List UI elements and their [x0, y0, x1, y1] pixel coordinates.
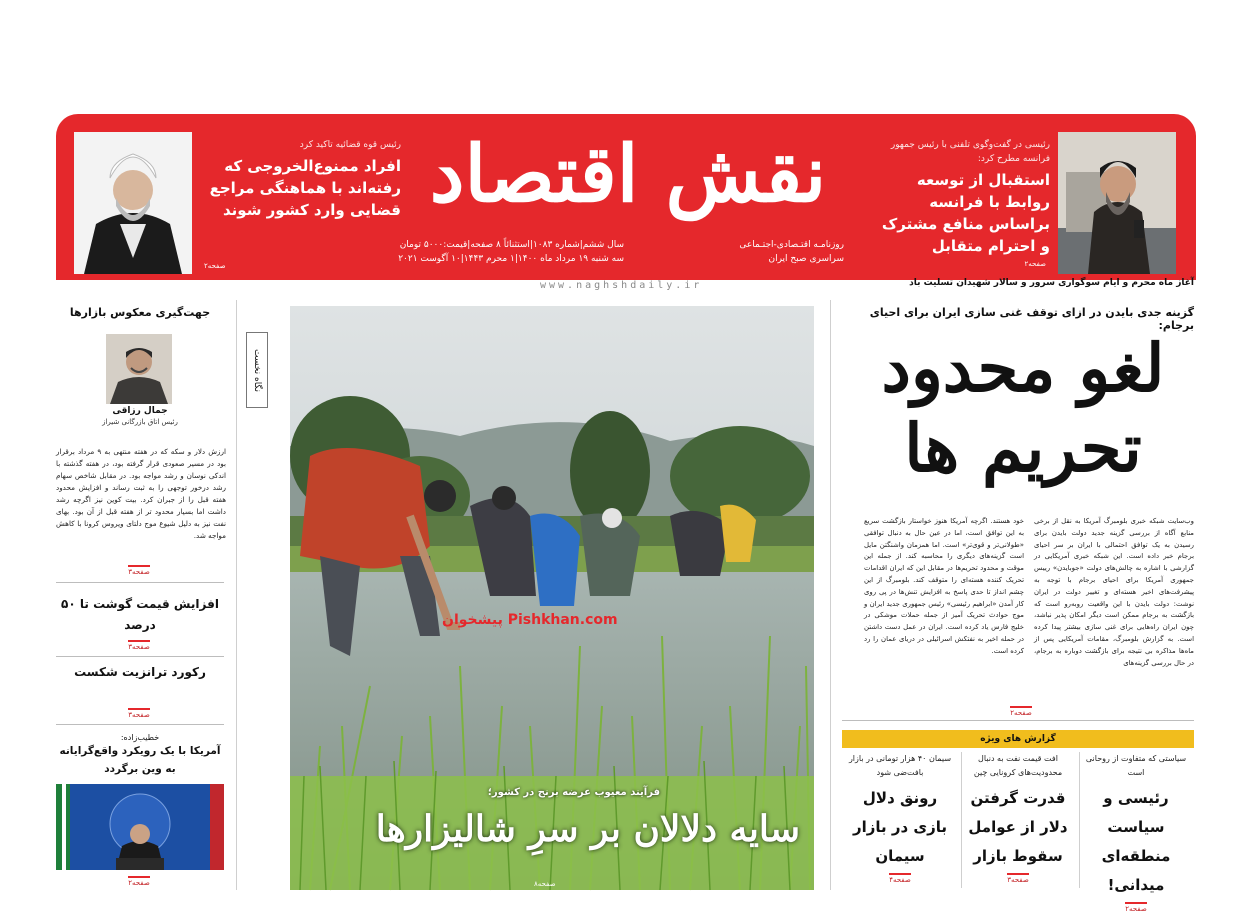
- right-story-headline: استقبال از توسعه روابط با فرانسه براساس منافع مشترک و احترام متقابل: [881, 171, 1050, 255]
- raisi-photo: [1058, 132, 1176, 274]
- masthead: [56, 114, 1196, 280]
- special-report-2-headline: قدرت گرفتن دلار از عوامل سقوط بازار: [968, 789, 1068, 865]
- right-story-page: صفحه۲: [1024, 260, 1046, 268]
- muharram-notice: آغاز ماه محرم و ایام سوگواری سرور و سالار شهیدان تسلیت باد: [909, 278, 1194, 288]
- author-role: رئیس اتاق بازرگانی شیراز: [102, 418, 178, 426]
- special-report-1[interactable]: [1082, 752, 1190, 913]
- left-story-2-page: صفحه۳: [124, 708, 154, 719]
- divider: [56, 656, 224, 657]
- special-report-2-page: صفحه۳: [964, 873, 1072, 884]
- special-report-2-kicker: افت قیمت نفت به دنبال محدودیت‌های کرونایی چین: [973, 754, 1063, 777]
- masthead-issue-info: [394, 238, 624, 266]
- lead-kicker: گزینه جدی بایدن در ازای توقف غنی سازی ایران برای احیای برجام:: [869, 306, 1194, 332]
- special-report-1-page: صفحه۲: [1082, 902, 1190, 913]
- photo-page: صفحه۸: [534, 880, 556, 888]
- lead-page: صفحه۲: [1006, 706, 1036, 717]
- column-rule: [830, 300, 831, 890]
- special-report-3-page: صفحه۴: [846, 873, 954, 884]
- lead-headline[interactable]: [858, 328, 1188, 488]
- left-story-headline: افراد ممنوع‌الخروجی که رفته‌اند با هماهنگی مراجع قضایی وارد کشور شوند: [209, 157, 401, 219]
- divider: [842, 720, 1194, 721]
- khatibzadeh-photo: [56, 784, 224, 870]
- tagline: روزنامـه اقتـصادی-اجتـماعی: [739, 240, 844, 250]
- photo-headline[interactable]: سایه دلالان بر سرِ شالیزارها: [375, 808, 800, 850]
- column-rule: [961, 752, 962, 888]
- photo-kicker: فرآیند معیوب عرضه برنج در کشور؛: [487, 787, 660, 798]
- left-story-1-page: صفحه۳: [124, 640, 154, 651]
- pishkhan-watermark: پیشخوان Pishkhan.com: [442, 612, 618, 628]
- special-report-3-kicker: سیمان ۴۰ هزار تومانی در بازار بافت‌ضی شود: [848, 754, 952, 777]
- masthead-left-story[interactable]: [206, 138, 401, 221]
- masthead-right-story[interactable]: [878, 138, 1050, 257]
- left-body-page: صفحه۳: [124, 565, 154, 576]
- ejei-photo: [74, 132, 192, 274]
- column-rule: [236, 300, 237, 890]
- left-story-3-page: صفحه۲: [124, 876, 154, 887]
- author-photo: [106, 334, 172, 404]
- date-line: سه شنبه ۱۹ مرداد ماه ۱۴۰۰|۱ محرم ۱۴۴۳|۱۰ آگوست ۲۰۲۱: [398, 254, 624, 264]
- rice-paddy-photo[interactable]: [290, 306, 814, 890]
- newspaper-logo: [404, 120, 852, 240]
- special-report-1-kicker: سیاستی که متفاوت از روحانی است: [1085, 754, 1187, 777]
- left-column-title[interactable]: جهت‌گیری معکوس بازارها: [69, 306, 211, 319]
- issue-line: سال ششم|شماره ۱۰۸۳|استثنائاً ۸ صفحه|قیمت:۵۰۰۰ تومان: [399, 240, 624, 250]
- divider: [56, 724, 224, 725]
- left-story-2[interactable]: رکورد ترانزیت شکست: [74, 665, 206, 679]
- lead-headline-line2: تحریم ها: [904, 409, 1142, 487]
- divider: [56, 582, 224, 583]
- left-story-3[interactable]: آمریکا با یک رویکرد واقع‌گرایانه به وین برگردد: [59, 745, 221, 775]
- special-report-1-headline: رئیسی و سیاست منطقه‌ای میدانی!: [1101, 789, 1171, 894]
- masthead-tagline: [704, 238, 844, 266]
- left-story-kicker: رئیس قوه قضائیه تاکید کرد: [299, 140, 401, 150]
- vertical-tab[interactable]: نگاه نخست: [246, 332, 268, 408]
- special-report-3-headline: رونق دلال بازی در بازار سیمان: [852, 789, 948, 865]
- column-rule: [1079, 752, 1080, 888]
- logo-text: نقش اقتصاد: [429, 129, 827, 220]
- right-story-kicker: رئیسی در گفت‌وگوی تلفنی با رئیس جمهور فرانسه مطرح کرد:: [890, 140, 1050, 164]
- lead-body-right: وب‌سایت شبکه خبری بلومبرگ آمریکا به نقل از برخی منابع آگاه از بررسی گزینه جدید دولت بایدن برای رسیدن به یک توافق احتمالی با ایران بر سر احیای برجام خبر داده است. این شبکه خبری آمریکایی در گزارشی با اشاره به چالش‌های دولت «جوبایدن» رییس جمهوری آمریکا برای احیای برجام با توجه به پیشرفت‌های اخیر هسته‌ای و تغییر دولت در ایران نوشت: دولت بایدن با این واقعیت رو‌به‌رو است که بازگشت به برجام ممکن است دیگر امکان پذیر نباشد، چون ایران راه‌هایی برای غنی سازی بیشتر پیدا کرده است. به گزارش بلومبرگ، مقامات آمریکایی پس از ماه‌ها مذاکره بی نتیجه برای بازگشت دوباره به برجام، در حال بررسی گزینه‌های: [1034, 517, 1194, 667]
- left-story-1[interactable]: افزایش قیمت گوشت تا ۵۰ درصد: [61, 597, 219, 632]
- lead-body-left: خود هستند. اگرچه آمریکا هنوز خواستار بازگشت سریع به این توافق است، اما در عین حال به دنبال توافقی «طولانی‌تر و قوی‌تر» است. اما همزمان واشنگتن مایل است گزینه‌های دیگری را محاسبه کند. از جمله این موقت و محدود تحریم‌ها در مقابل این که ایران اقدامات تحریک کننده هسته‌ای را متوقف کند. بلومبرگ از این چشم انداز تا حدی پاسخ به افزایش تنش‌ها در پی روی کار آمدن «ابراهیم رئیسی» رئیس جمهوری جدید ایران و موج حوادث تحریک آمیز از جمله حملات موشکی در خلیج فارس یاد کرده است. ایران در عمل دست داشتن در حمله اخیر به نفتکش اسرائیلی در دریای عمان را رد کرده است.: [864, 517, 1024, 655]
- special-report-3[interactable]: [846, 752, 954, 884]
- left-story-3-kicker: خطیب‌زاده:: [120, 733, 160, 742]
- site-url[interactable]: www.naghshdaily.ir: [540, 280, 703, 291]
- left-story-page: صفحه۲: [204, 262, 226, 270]
- special-report-2[interactable]: [964, 752, 1072, 884]
- left-column-body: ارزش دلار و سکه که در هفته منتهی به ۹ مرداد برقرار بود در مسیر صعودی قرار گرفته بود، در هفته گذشته با اندکی نوسان و رشد مواجه بود. در مقابل شاخص سهام رشد درخور توجهی را به ثبت رساند و افزایش محدود هفته قبل را از جبران کرد. بیت کوین نیز اگرچه رشد داشت اما بسیار محدود تر از هفته قبل از آن بود. بهای نفت نیز به دلیل شیوع موج دلتای ویروس کرونا با کاهش مواجه شد.: [56, 447, 226, 540]
- lead-headline-line1: لغو محدود: [881, 329, 1165, 407]
- subtagline: سراسری صبح ایران: [768, 254, 844, 264]
- special-reports-bar: گزارش های ویژه: [842, 730, 1194, 748]
- author-name: جمال رزاقی: [112, 406, 168, 416]
